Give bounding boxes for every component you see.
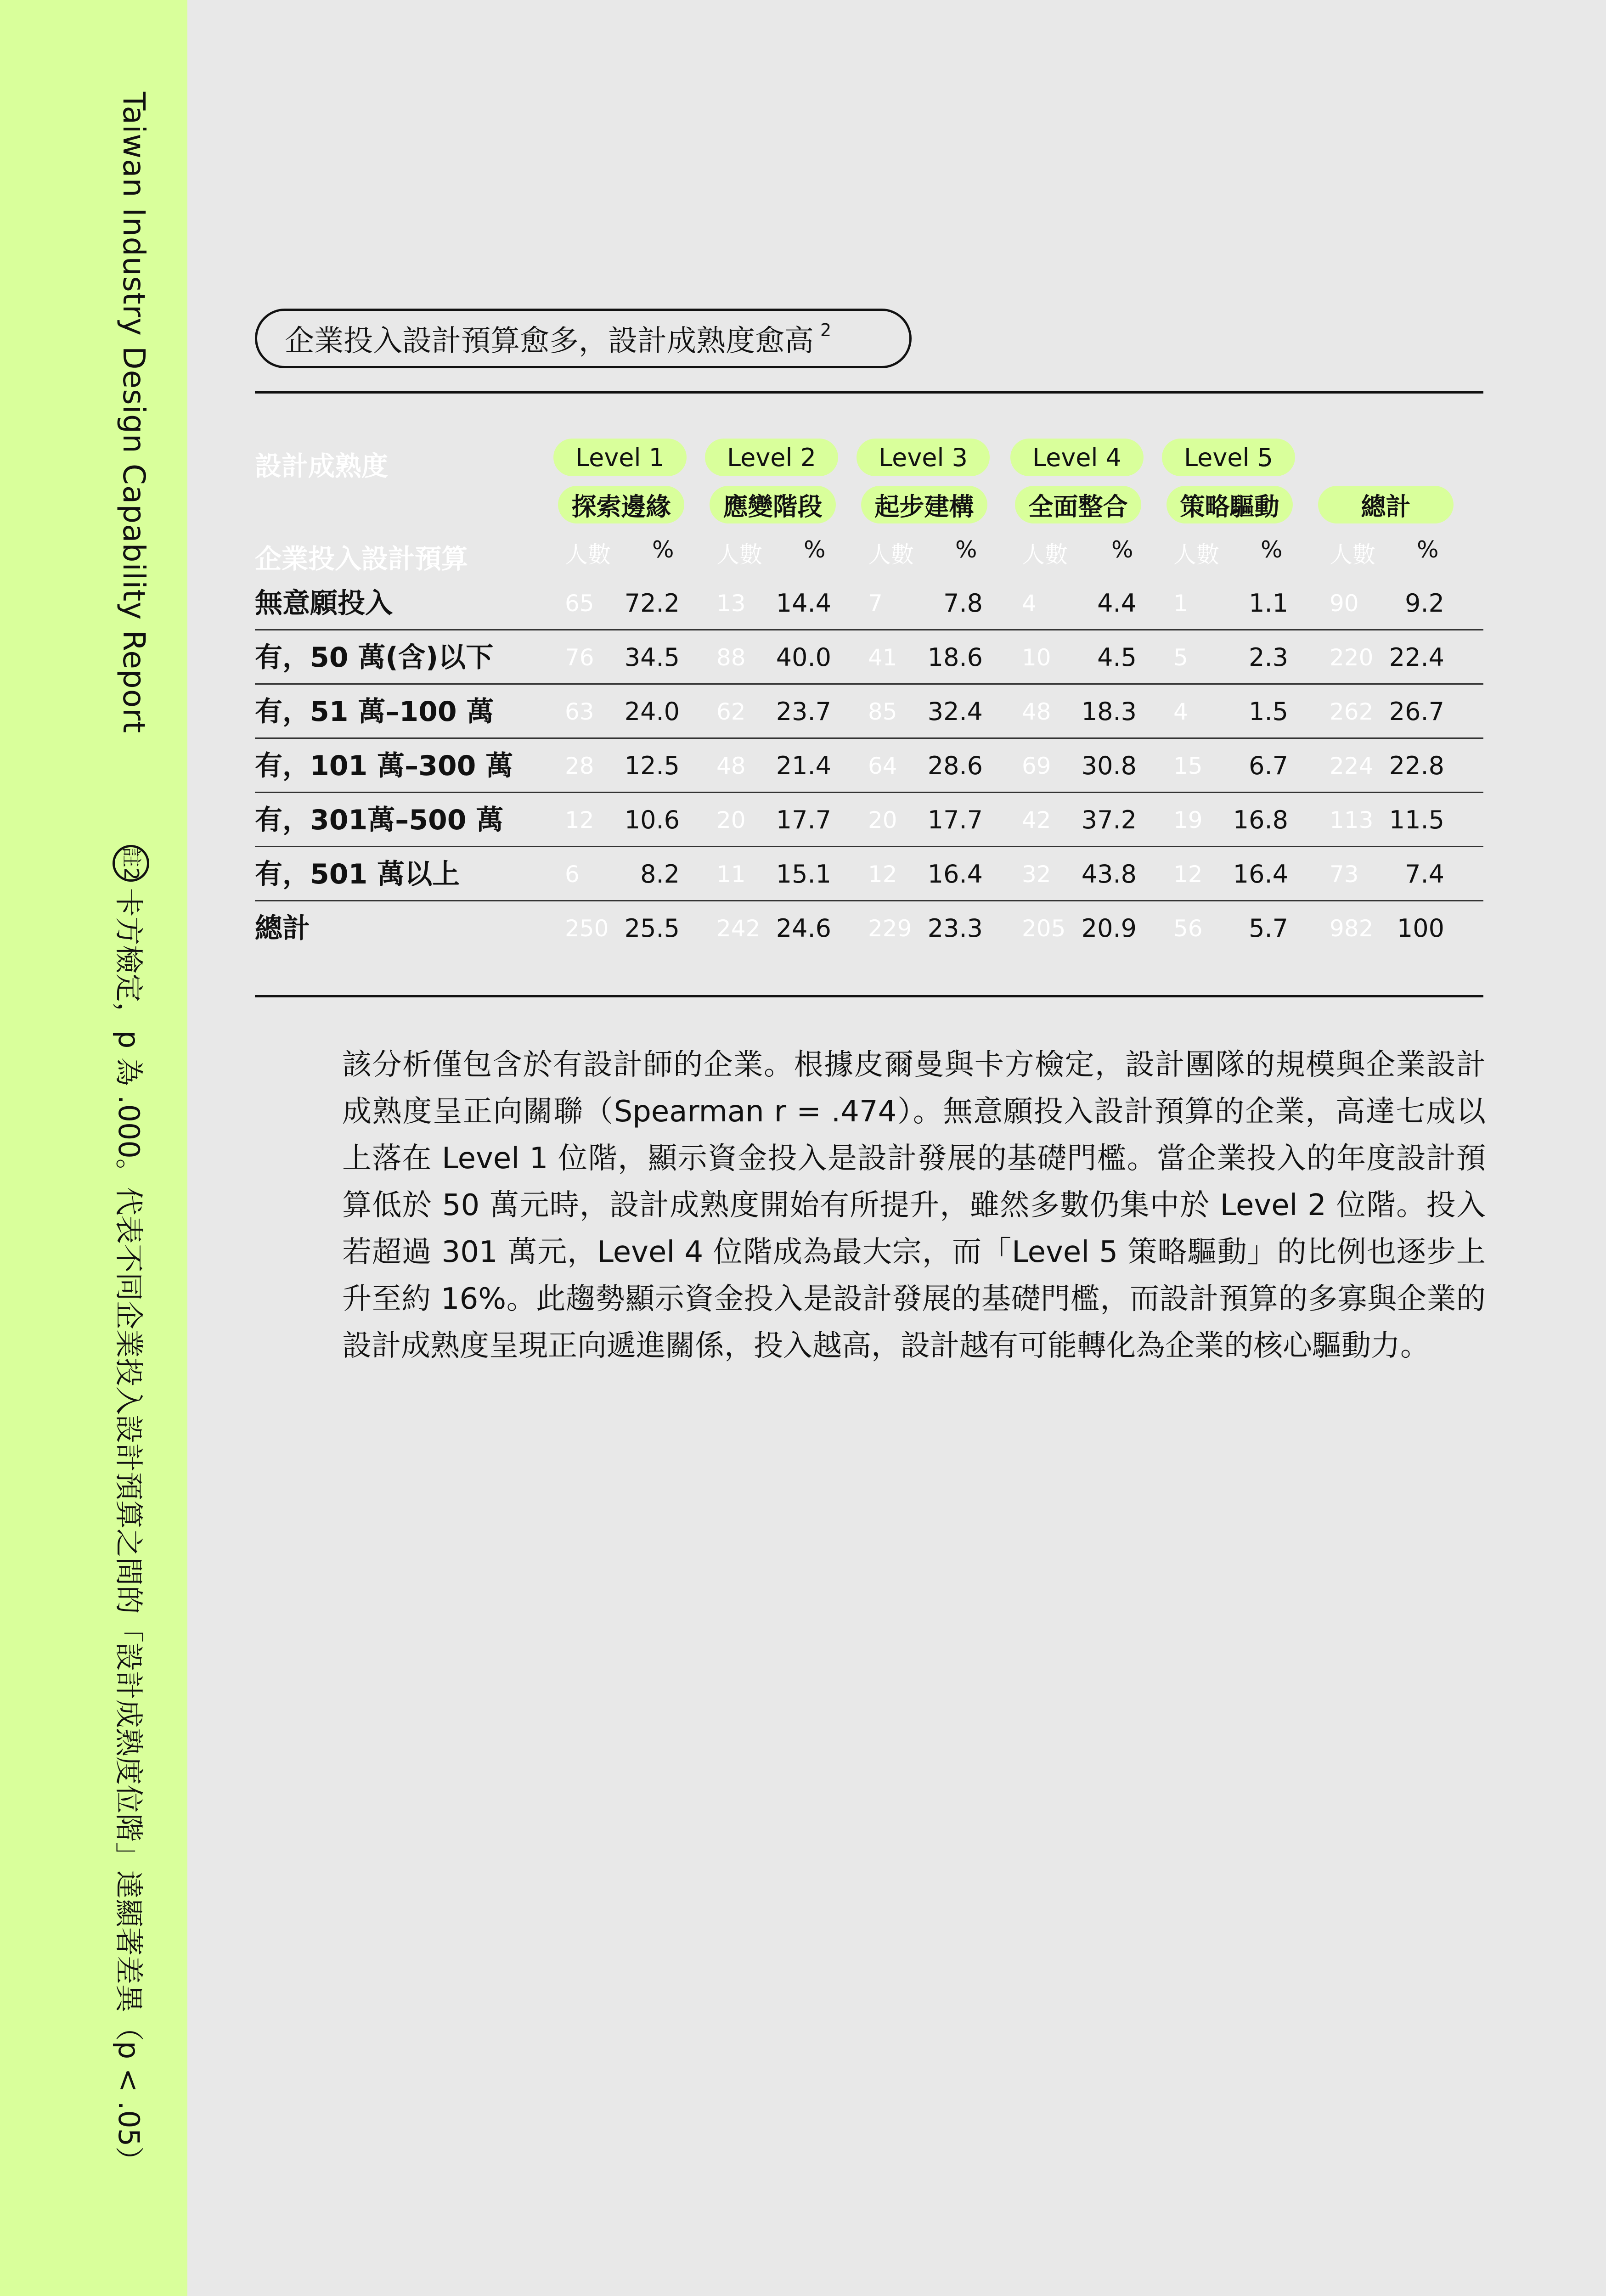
pct-cell: 17.7	[927, 805, 983, 834]
pct-cell: 7.4	[1405, 860, 1444, 889]
count-cell: 69	[1022, 753, 1051, 779]
count-cell: 64	[868, 753, 897, 779]
table-title-text: 企業投入設計預算愈多，設計成熟度愈高	[285, 324, 814, 358]
table-row	[255, 630, 1483, 685]
pct-header: %	[1111, 536, 1133, 563]
pct-cell: 24.6	[776, 914, 831, 943]
count-header: 人數	[565, 541, 611, 568]
stage-pill: 起步建構	[861, 486, 987, 523]
count-cell: 48	[1022, 698, 1051, 725]
pct-cell: 37.2	[1081, 805, 1137, 834]
pct-cell: 9.2	[1405, 589, 1444, 618]
row-label: 有，301萬–500 萬	[255, 804, 504, 836]
pct-cell: 10.6	[624, 805, 680, 834]
pct-cell: 1.1	[1249, 589, 1288, 618]
footnote-ref: 2	[820, 320, 832, 340]
count-cell: 76	[565, 644, 594, 671]
level-pill: Level 1	[553, 439, 687, 476]
pct-header: %	[1261, 536, 1283, 563]
pct-cell: 6.7	[1249, 751, 1288, 780]
count-cell: 205	[1022, 915, 1066, 942]
maturity-label: 設計成熟度	[255, 450, 389, 482]
pct-cell: 16.4	[927, 860, 983, 889]
pct-cell: 18.6	[927, 643, 983, 672]
pct-cell: 17.7	[776, 805, 831, 834]
count-cell: 262	[1330, 698, 1374, 725]
pct-cell: 24.0	[624, 697, 680, 726]
count-cell: 41	[868, 644, 897, 671]
count-cell: 20	[716, 807, 746, 833]
stage-pill-total: 總計	[1318, 486, 1454, 523]
row-label: 有，101 萬–300 萬	[255, 750, 513, 782]
count-header: 人數	[1330, 541, 1375, 568]
pct-header: %	[1417, 536, 1439, 563]
count-cell: 56	[1173, 915, 1203, 942]
count-header: 人數	[1022, 541, 1068, 568]
pct-cell: 43.8	[1081, 860, 1137, 889]
pct-cell: 20.9	[1081, 914, 1137, 943]
count-cell: 1	[1173, 590, 1188, 617]
pct-cell: 7.8	[943, 589, 983, 618]
count-cell: 63	[565, 698, 594, 725]
pct-header: %	[652, 536, 674, 563]
level-pill: Level 3	[857, 439, 990, 476]
count-cell: 12	[868, 861, 897, 888]
pct-cell: 21.4	[776, 751, 831, 780]
table-title	[255, 309, 912, 368]
pct-cell: 4.5	[1097, 643, 1137, 672]
count-cell: 10	[1022, 644, 1051, 671]
pct-cell: 25.5	[624, 914, 680, 943]
count-cell: 88	[716, 644, 746, 671]
table-row	[255, 793, 1483, 847]
count-cell: 65	[565, 590, 594, 617]
pct-cell: 23.7	[776, 697, 831, 726]
level-pill: Level 5	[1162, 439, 1295, 476]
row-label: 有，50 萬(含)以下	[255, 642, 494, 674]
table-row	[255, 576, 1483, 630]
table-row-total	[255, 901, 1483, 956]
row-label: 有，51 萬–100 萬	[255, 696, 494, 728]
stage-pill: 全面整合	[1015, 486, 1141, 523]
count-cell: 229	[868, 915, 912, 942]
pct-cell: 4.4	[1097, 589, 1137, 618]
pct-cell: 40.0	[776, 643, 831, 672]
count-header: 人數	[1173, 541, 1219, 568]
pct-cell: 26.7	[1389, 697, 1444, 726]
count-cell: 4	[1022, 590, 1037, 617]
table-row	[255, 739, 1483, 793]
pct-cell: 16.4	[1233, 860, 1288, 889]
row-label: 有，501 萬以上	[255, 858, 460, 890]
table-row	[255, 847, 1483, 901]
level-pill: Level 4	[1010, 439, 1144, 476]
count-cell: 242	[716, 915, 761, 942]
count-cell: 42	[1022, 807, 1051, 833]
top-rule	[255, 391, 1483, 394]
count-cell: 73	[1330, 861, 1359, 888]
pct-cell: 1.5	[1249, 697, 1288, 726]
pct-header: %	[955, 536, 977, 563]
pct-cell: 32.4	[927, 697, 983, 726]
pct-cell: 72.2	[624, 589, 680, 618]
pct-cell: 100	[1397, 914, 1444, 943]
count-cell: 4	[1173, 698, 1188, 725]
count-cell: 90	[1330, 590, 1359, 617]
count-cell: 220	[1330, 644, 1374, 671]
row-label: 無意願投入	[255, 587, 393, 619]
count-cell: 113	[1330, 807, 1374, 833]
pct-cell: 14.4	[776, 589, 831, 618]
stage-pill: 探索邊緣	[558, 486, 684, 523]
pct-cell: 22.8	[1389, 751, 1444, 780]
footnote-text: 卡方檢定，p 為 .000。代表不同企業投入設計預算之間的「設計成熟度位階」達顯著差異（p < .05）	[112, 888, 146, 2175]
footnote-badge: 註2	[113, 845, 150, 882]
count-header: 人數	[868, 541, 914, 568]
pct-cell: 16.8	[1233, 805, 1288, 834]
count-cell: 5	[1173, 644, 1188, 671]
count-cell: 12	[1173, 861, 1203, 888]
count-cell: 32	[1022, 861, 1051, 888]
count-cell: 224	[1330, 753, 1374, 779]
pct-cell: 30.8	[1081, 751, 1137, 780]
pct-cell: 28.6	[927, 751, 983, 780]
count-header: 人數	[716, 541, 762, 568]
budget-label: 企業投入設計預算	[255, 543, 468, 574]
pct-cell: 15.1	[776, 860, 831, 889]
count-cell: 7	[868, 590, 883, 617]
count-cell: 62	[716, 698, 746, 725]
sidebar	[0, 0, 187, 2296]
body-paragraph: 該分析僅包含於有設計師的企業。根據皮爾曼與卡方檢定，設計團隊的規模與企業設計成熟度呈正向關聯（Spearman r = .474）。無意願投入設計預算的企業，高達七成以上落在 Level 1 位階，顯示資金投入是設計發展的基礎門檻。當企業投入的年度設計預算低於 50 萬元時，設計成熟度開始有所提升，雖然多數仍集中於 Level 2 位階。投入若超過 301 萬元，Level 4 位階成為最大宗，而「Level 5 策略驅動」的比例也逐步上升至約 16%。此趨勢顯示資金投入是設計發展的基礎門檻，而設計預算的多寡與企業的設計成熟度呈現正向遞進關係，投入越高，設計越有可能轉化為企業的核心驅動力。	[342, 1048, 1486, 1363]
bottom-rule	[255, 995, 1483, 997]
pct-cell: 34.5	[624, 643, 680, 672]
footnote	[111, 845, 152, 2175]
count-cell: 12	[565, 807, 594, 833]
table-row	[255, 685, 1483, 739]
count-cell: 28	[565, 753, 594, 779]
count-cell: 19	[1173, 807, 1203, 833]
count-cell: 250	[565, 915, 609, 942]
pct-header: %	[804, 536, 826, 563]
count-cell: 20	[868, 807, 897, 833]
count-cell: 11	[716, 861, 746, 888]
pct-cell: 2.3	[1249, 643, 1288, 672]
stage-pill: 策略驅動	[1166, 486, 1293, 523]
pct-cell: 18.3	[1081, 697, 1137, 726]
count-cell: 48	[716, 753, 746, 779]
row-label: 總計	[255, 912, 310, 945]
stage-pill: 應變階段	[710, 486, 836, 523]
pct-cell: 23.3	[927, 914, 983, 943]
count-cell: 85	[868, 698, 897, 725]
count-cell: 982	[1330, 915, 1374, 942]
pct-cell: 22.4	[1389, 643, 1444, 672]
pct-cell: 12.5	[624, 751, 680, 780]
level-pill: Level 2	[705, 439, 838, 476]
pct-cell: 11.5	[1389, 805, 1444, 834]
count-cell: 15	[1173, 753, 1203, 779]
count-cell: 13	[716, 590, 746, 617]
pct-cell: 5.7	[1249, 914, 1288, 943]
pct-cell: 8.2	[640, 860, 680, 889]
report-title: Taiwan Industry Design Capability Report	[116, 92, 152, 734]
count-cell: 6	[565, 861, 580, 888]
